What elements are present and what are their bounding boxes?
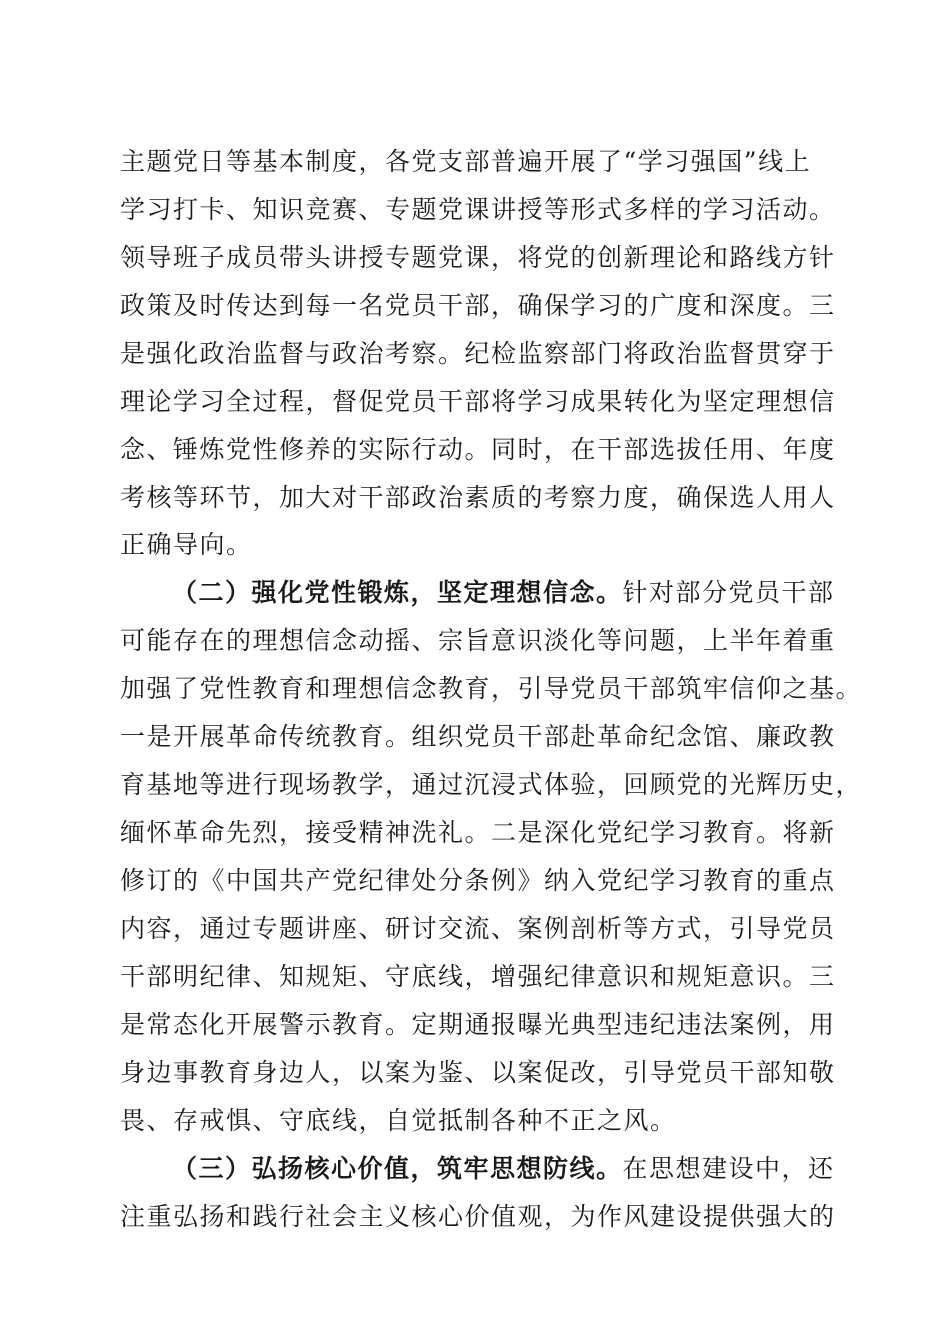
section-heading-rest: 在思想建设中，还 <box>622 1154 835 1183</box>
paragraph-line: 加强了党性教育和理想信念教育，引导党员干部筑牢信仰之基。 <box>120 674 863 703</box>
paragraph-line: 学习打卡、知识竞赛、专题党课讲授等形式多样的学习活动。 <box>120 195 836 224</box>
paragraph-line: 干部明纪律、知规矩、守底线，增强纪律意识和规矩意识。三 <box>120 962 836 991</box>
section-first-line <box>172 1149 835 1189</box>
paragraph-line: 修订的《中国共产党纪律处分条例》纳入党纪学习教育的重点 <box>120 866 836 895</box>
paragraph-line: 理论学习全过程，督促党员干部将学习成果转化为坚定理想信 <box>120 387 836 416</box>
paragraph-line: 身边事教育身边人，以案为鉴、以案促改，引导党员干部知敬 <box>120 1058 836 1087</box>
section-first-line <box>172 573 835 613</box>
paragraph-line: 是强化政治监督与政治考察。纪检监察部门将政治监督贯穿于 <box>120 339 836 368</box>
paragraph-line: 畏、存戒惧、守底线，自觉抵制各种不正之风。 <box>120 1106 677 1135</box>
paragraph-line: 育基地等进行现场教学，通过沉浸式体验，回顾党的光辉历史， <box>120 770 863 799</box>
section-heading-rest: 针对部分党员干部 <box>622 578 835 607</box>
paragraph-line: 一是开展革命传统教育。组织党员干部赴革命纪念馆、廉政教 <box>120 722 836 751</box>
section-heading: （三）弘扬核心价值，筑牢思想防线。 <box>172 1154 623 1183</box>
section-heading: （二）强化党性锻炼，坚定理想信念。 <box>172 578 623 607</box>
paragraph-line: 领导班子成员带头讲授专题党课，将党的创新理论和路线方针 <box>120 243 836 272</box>
paragraph-line: 缅怀革命先烈，接受精神洗礼。二是深化党纪学习教育。将新 <box>120 818 836 847</box>
paragraph-line: 可能存在的理想信念动摇、宗旨意识淡化等问题，上半年着重 <box>120 626 836 655</box>
paragraph-line: 内容，通过专题讲座、研讨交流、案例剖析等方式，引导党员 <box>120 914 836 943</box>
paragraph-line: 考核等环节，加大对干部政治素质的考察力度，确保选人用人 <box>120 483 836 512</box>
paragraph-line: 是常态化开展警示教育。定期通报曝光典型违纪违法案例，用 <box>120 1010 836 1039</box>
paragraph-line: 注重弘扬和践行社会主义核心价值观，为作风建设提供强大的 <box>120 1202 836 1231</box>
paragraph-line: 主题党日等基本制度，各党支部普遍开展了“学习强国”线上 <box>120 147 812 176</box>
paragraph-line: 念、锤炼党性修养的实际行动。同时，在干部选拔任用、年度 <box>120 435 836 464</box>
paragraph-line: 政策及时传达到每一名党员干部，确保学习的广度和深度。三 <box>120 291 836 320</box>
paragraph-line: 正确导向。 <box>120 530 253 559</box>
